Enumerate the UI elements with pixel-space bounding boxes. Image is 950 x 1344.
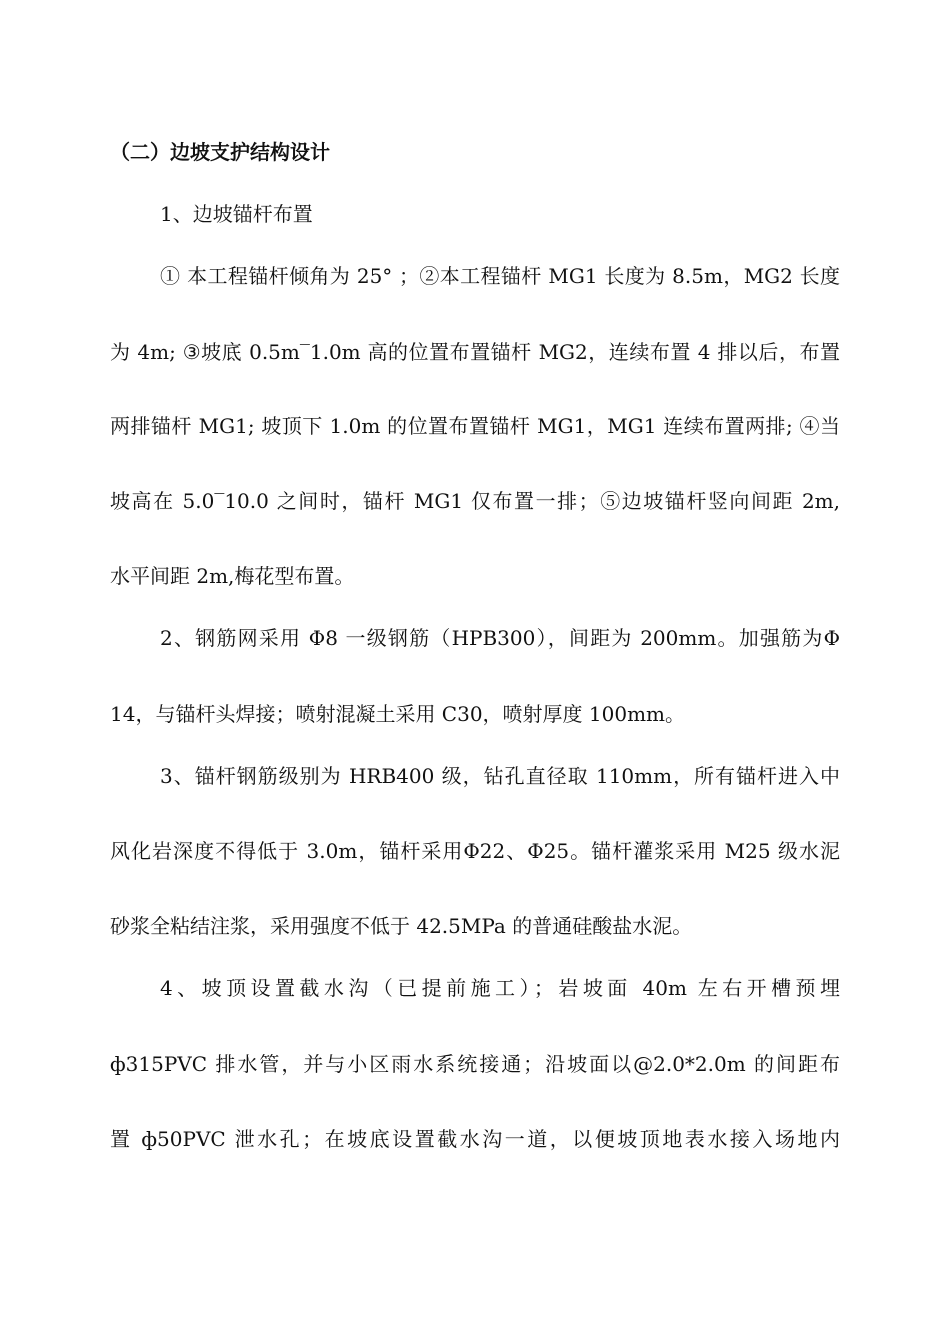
paragraph-line: 两排锚杆 MG1; 坡顶下 1.0m 的位置布置锚杆 MG1，MG1 连续布置两排; ④当	[110, 414, 840, 438]
paragraph-line: 4、坡顶设置截水沟（已提前施工）；岩坡面 40m 左右开槽预埋	[160, 976, 840, 1000]
paragraph-line: 风化岩深度不得低于 3.0m，锚杆采用Φ22、Φ25。锚杆灌浆采用 M25 级水泥	[110, 839, 840, 863]
paragraph-line: 14，与锚杆头焊接；喷射混凝土采用 C30，喷射厚度 100mm。	[110, 702, 686, 726]
paragraph-line: 置 ф50PVC 泄水孔；在坡底设置截水沟一道，以便坡顶地表水接入场地内	[110, 1127, 840, 1151]
paragraph-line: ① 本工程锚杆倾角为 25° ；②本工程锚杆 MG1 长度为 8.5m，MG2 长度	[160, 264, 840, 288]
paragraph-line: 3、锚杆钢筋级别为 HRB400 级，钻孔直径取 110mm，所有锚杆进入中	[160, 764, 840, 788]
paragraph-line: 为 4m; ③坡底 0.5m‾1.0m 高的位置布置锚杆 MG2，连续布置 4 排以后，布置	[110, 340, 840, 364]
paragraph-line: 坡高在 5.0‾10.0 之间时，锚杆 MG1 仅布置一排；⑤边坡锚杆竖向间距 2m,	[110, 489, 840, 513]
paragraph-line: 1、边坡锚杆布置	[160, 202, 313, 226]
section-heading: （二）边坡支护结构设计	[110, 140, 330, 164]
paragraph-line: 砂浆全粘结注浆，采用强度不低于 42.5MPa 的普通硅酸盐水泥。	[110, 914, 693, 938]
paragraph-line: ф315PVC 排水管，并与小区雨水系统接通；沿坡面以@2.0*2.0m 的间距布	[110, 1052, 840, 1076]
paragraph-line: 2、钢筋网采用 Φ8 一级钢筋（HPB300），间距为 200mm。加强筋为Φ	[160, 626, 840, 650]
paragraph-line: 水平间距 2m,梅花型布置。	[110, 564, 355, 588]
